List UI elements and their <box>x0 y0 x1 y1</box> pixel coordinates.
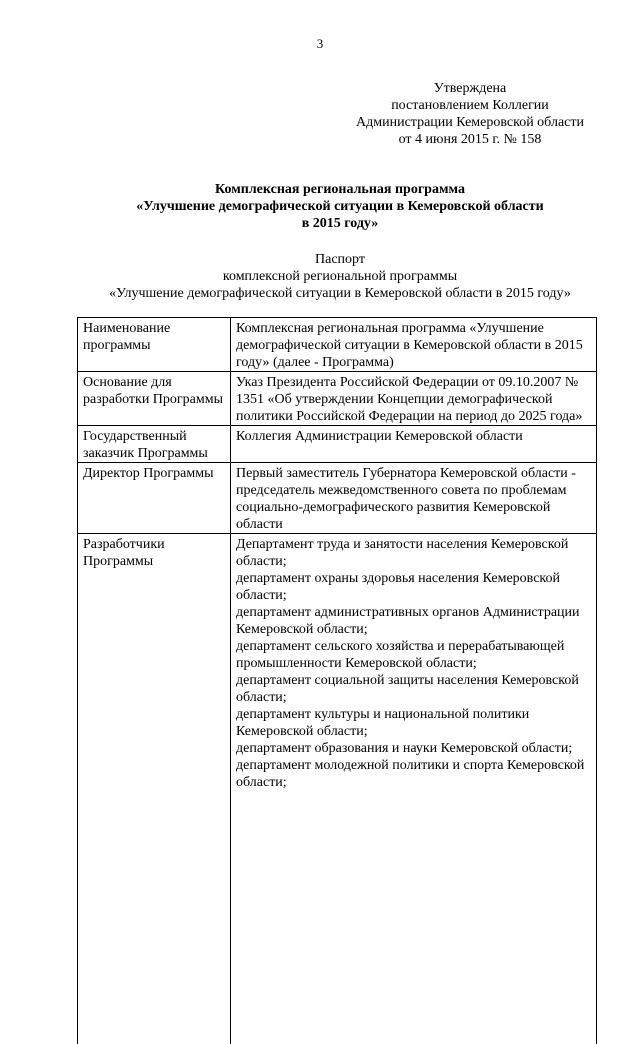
row-label: Основание для разработки Программы <box>78 372 231 426</box>
passport-heading <box>40 251 640 302</box>
row-value: Указ Президента Российской Федерации от 09.10.2007 № 1351 «Об утверждении Концепции демографической политики Российской Федерации на период до 2025 года» <box>231 372 597 426</box>
passport-line: Паспорт <box>40 251 640 268</box>
developer-item: Департамент труда и занятости населения Кемеровской области; <box>236 536 592 570</box>
passport-line: «Улучшение демографической ситуации в Кемеровской области в 2015 году» <box>40 285 640 302</box>
title-line: «Улучшение демографической ситуации в Кемеровской области <box>60 198 620 215</box>
table-row <box>78 318 597 372</box>
table-row <box>78 534 597 1044</box>
approval-line: Утверждена <box>340 80 600 97</box>
approval-stamp <box>340 80 600 148</box>
title-line: Комплексная региональная программа <box>60 181 620 198</box>
row-label: Государственный заказчик Программы <box>78 426 231 463</box>
developer-item: департамент молодежной политики и спорта Кемеровской области; <box>236 757 592 791</box>
developer-item: департамент социальной защиты населения Кемеровской области; <box>236 672 592 706</box>
developer-item: департамент охраны здоровья населения Кемеровской области; <box>236 570 592 604</box>
row-label: Директор Программы <box>78 463 231 534</box>
developer-item: департамент образования и науки Кемеровской области; <box>236 740 592 757</box>
row-value: Первый заместитель Губернатора Кемеровской области - председатель межведомственного совета по проблемам социально-демографического развития Кемеровской области <box>231 463 597 534</box>
developer-item: департамент культуры и национальной политики Кемеровской области; <box>236 706 592 740</box>
page-number: 3 <box>0 36 640 52</box>
row-value: Комплексная региональная программа «Улучшение демографической ситуации в Кемеровской области в 2015 году» (далее - Программа) <box>231 318 597 372</box>
developer-item: департамент сельского хозяйства и перерабатывающей промышленности Кемеровской области; <box>236 638 592 672</box>
table-row <box>78 372 597 426</box>
table-row <box>78 426 597 463</box>
approval-line: постановлением Коллегии <box>340 97 600 114</box>
table-row <box>78 463 597 534</box>
passport-line: комплексной региональной программы <box>40 268 640 285</box>
developers-list <box>231 534 597 1044</box>
approval-line: от 4 июня 2015 г. № 158 <box>340 131 600 148</box>
approval-line: Администрации Кемеровской области <box>340 114 600 131</box>
row-value: Коллегия Администрации Кемеровской области <box>231 426 597 463</box>
passport-table <box>77 317 597 1044</box>
row-label: Разработчики Программы <box>78 534 231 1044</box>
title-line: в 2015 году» <box>60 215 620 232</box>
row-label: Наименование программы <box>78 318 231 372</box>
program-title <box>60 181 620 232</box>
developer-item: департамент административных органов Администрации Кемеровской области; <box>236 604 592 638</box>
